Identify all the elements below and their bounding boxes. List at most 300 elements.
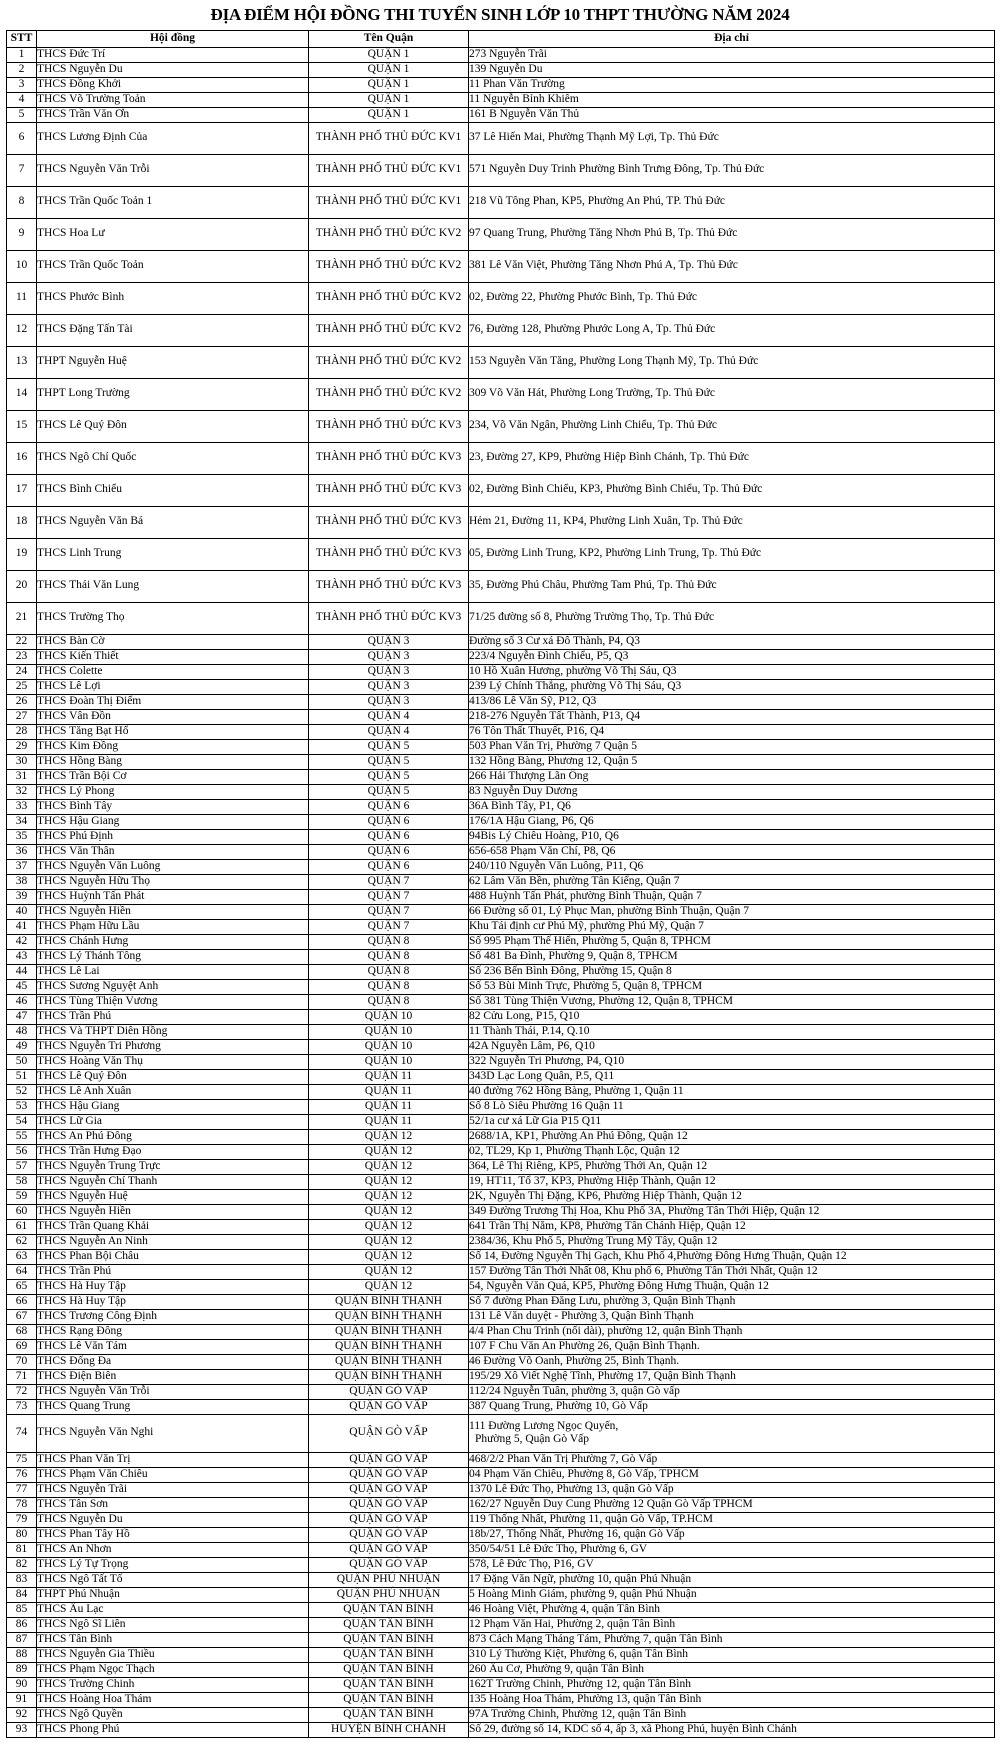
cell-dia-chi: 83 Nguyễn Duy Dương [469,784,995,799]
cell-hoi-dong: THCS Kiến Thiết [37,649,309,664]
table-row [7,799,995,814]
table-row [7,904,995,919]
cell-stt: 3 [7,77,37,92]
cell-ten-quan: QUẬN TÂN BÌNH [309,1602,469,1617]
table-row [7,1309,995,1324]
cell-hoi-dong: THCS Nguyễn Văn Trỗi [37,154,309,186]
table-row [7,1219,995,1234]
table-row [7,1024,995,1039]
cell-dia-chi: 10 Hồ Xuân Hương, phường Võ Thị Sáu, Q3 [469,664,995,679]
cell-ten-quan: QUẬN 12 [309,1159,469,1174]
table-row [7,754,995,769]
table-row [7,1204,995,1219]
cell-hoi-dong: THCS Trần Bội Cơ [37,769,309,784]
cell-hoi-dong: THCS Lương Định Của [37,122,309,154]
table-row [7,709,995,724]
cell-ten-quan: QUẬN GÒ VẤP [309,1557,469,1572]
cell-dia-chi: 162/27 Nguyễn Duy Cung Phường 12 Quận Gò Vấp TPHCM [469,1497,995,1512]
cell-hoi-dong: THCS An Phú Đông [37,1129,309,1144]
cell-dia-chi: Số 481 Ba Đình, Phường 9, Quận 8, TPHCM [469,949,995,964]
cell-dia-chi: 107 F Chu Văn An Phường 26, Quận Bình Thạnh. [469,1339,995,1354]
cell-dia-chi: 18b/27, Thống Nhất, Phường 16, quận Gò Vấp [469,1527,995,1542]
cell-stt: 66 [7,1294,37,1309]
cell-dia-chi: 76 Tôn Thất Thuyết, P16, Q4 [469,724,995,739]
cell-ten-quan: QUẬN 10 [309,1009,469,1024]
cell-stt: 19 [7,538,37,570]
cell-ten-quan: QUẬN 6 [309,859,469,874]
cell-stt: 48 [7,1024,37,1039]
cell-ten-quan: QUẬN 12 [309,1129,469,1144]
cell-hoi-dong: THCS Võ Trường Toản [37,92,309,107]
cell-stt: 40 [7,904,37,919]
cell-dia-chi: 19, HT11, Tổ 37, KP3, Phường Hiệp Thành, Quận 12 [469,1174,995,1189]
cell-dia-chi: 153 Nguyễn Văn Tăng, Phường Long Thạnh Mỹ, Tp. Thủ Đức [469,346,995,378]
cell-stt: 71 [7,1369,37,1384]
cell-stt: 29 [7,739,37,754]
cell-ten-quan: THÀNH PHỐ THỦ ĐỨC KV3 [309,570,469,602]
table-row [7,649,995,664]
cell-dia-chi: 36A Bình Tây, P1, Q6 [469,799,995,814]
cell-stt: 89 [7,1662,37,1677]
cell-dia-chi: 873 Cách Mạng Tháng Tám, Phường 7, quận Tân Bình [469,1632,995,1647]
cell-hoi-dong: THCS Đức Trí [37,47,309,62]
cell-hoi-dong: THCS Nguyễn Tri Phương [37,1039,309,1054]
cell-hoi-dong: THCS Vân Đồn [37,709,309,724]
cell-stt: 18 [7,506,37,538]
cell-ten-quan: QUẬN GÒ VẤP [309,1482,469,1497]
cell-dia-chi: 23, Đường 27, KP9, Phường Hiệp Bình Chánh, Tp. Thủ Đức [469,442,995,474]
cell-dia-chi: 62 Lâm Văn Bền, phường Tân Kiểng, Quận 7 [469,874,995,889]
cell-hoi-dong: THCS Nguyễn Huệ [37,1189,309,1204]
cell-stt: 79 [7,1512,37,1527]
cell-stt: 81 [7,1542,37,1557]
table-row [7,964,995,979]
cell-dia-chi: 413/86 Lê Văn Sỹ, P12, Q3 [469,694,995,709]
cell-dia-chi: 387 Quang Trung, Phường 10, Gò Vấp [469,1399,995,1414]
cell-dia-chi: 71/25 đường số 8, Phường Trường Thọ, Tp. Thủ Đức [469,602,995,634]
cell-stt: 41 [7,919,37,934]
cell-ten-quan: QUẬN 10 [309,1039,469,1054]
cell-ten-quan: QUẬN 4 [309,709,469,724]
cell-ten-quan: QUẬN TÂN BÌNH [309,1692,469,1707]
cell-stt: 47 [7,1009,37,1024]
cell-stt: 6 [7,122,37,154]
cell-dia-chi-line: Phường 5, Quận Gò Vấp [475,1433,590,1446]
cell-stt: 32 [7,784,37,799]
cell-hoi-dong: THCS Lý Phong [37,784,309,799]
cell-stt: 78 [7,1497,37,1512]
table-row [7,1339,995,1354]
cell-ten-quan: QUẬN GÒ VẤP [309,1414,469,1452]
cell-hoi-dong: THPT Phú Nhuận [37,1587,309,1602]
cell-ten-quan: QUẬN TÂN BÌNH [309,1647,469,1662]
cell-ten-quan: THÀNH PHỐ THỦ ĐỨC KV3 [309,602,469,634]
cell-dia-chi: 195/29 Xô Viết Nghệ Tĩnh, Phường 17, Quận Bình Thạnh [469,1369,995,1384]
cell-ten-quan: THÀNH PHỐ THỦ ĐỨC KV2 [309,218,469,250]
cell-dia-chi: 234, Võ Văn Ngân, Phường Linh Chiểu, Tp. Thủ Đức [469,410,995,442]
cell-hoi-dong: THCS Hà Huy Tập [37,1279,309,1294]
cell-hoi-dong: THCS Trần Quốc Toản 1 [37,186,309,218]
cell-ten-quan: QUẬN TÂN BÌNH [309,1677,469,1692]
table-row [7,474,995,506]
cell-dia-chi: 02, TL29, Kp 1, Phường Thạnh Lộc, Quận 12 [469,1144,995,1159]
cell-hoi-dong: THCS Linh Trung [37,538,309,570]
cell-ten-quan: THÀNH PHỐ THỦ ĐỨC KV2 [309,250,469,282]
cell-ten-quan: QUẬN 12 [309,1189,469,1204]
cell-hoi-dong: THCS Rạng Đông [37,1324,309,1339]
cell-ten-quan: QUẬN TÂN BÌNH [309,1617,469,1632]
cell-stt: 68 [7,1324,37,1339]
cell-stt: 17 [7,474,37,506]
table-row [7,1384,995,1399]
cell-dia-chi: 641 Trần Thị Năm, KP8, Phường Tân Chánh Hiệp, Quận 12 [469,1219,995,1234]
cell-dia-chi: 468/2/2 Phan Văn Trị Phường 7, Gò Vấp [469,1452,995,1467]
cell-stt: 22 [7,634,37,649]
column-header-hoi-dong: Hội đồng [37,30,309,47]
cell-stt: 45 [7,979,37,994]
cell-ten-quan: QUẬN 1 [309,47,469,62]
cell-stt: 8 [7,186,37,218]
table-row [7,1279,995,1294]
cell-hoi-dong: THCS Quang Trung [37,1399,309,1414]
cell-stt: 82 [7,1557,37,1572]
cell-hoi-dong: THCS Nguyễn Chí Thanh [37,1174,309,1189]
cell-hoi-dong: THCS Âu Lạc [37,1602,309,1617]
cell-ten-quan: QUẬN 3 [309,649,469,664]
cell-dia-chi: 94Bis Lý Chiêu Hoàng, P10, Q6 [469,829,995,844]
cell-dia-chi: 02, Đường Bình Chiểu, KP3, Phường Bình Chiểu, Tp. Thủ Đức [469,474,995,506]
cell-ten-quan: QUẬN 8 [309,979,469,994]
cell-ten-quan: QUẬN GÒ VẤP [309,1542,469,1557]
cell-hoi-dong: THCS Nguyễn Trung Trực [37,1159,309,1174]
cell-ten-quan: QUẬN 12 [309,1264,469,1279]
cell-stt: 46 [7,994,37,1009]
cell-dia-chi: 223/4 Nguyễn Đình Chiểu, P5, Q3 [469,649,995,664]
cell-ten-quan: QUẬN 6 [309,829,469,844]
cell-dia-chi: 17 Đặng Văn Ngữ, phường 10, quận Phú Nhuận [469,1572,995,1587]
cell-hoi-dong: THCS Phan Văn Trị [37,1452,309,1467]
cell-dia-chi: Số 236 Bến Bình Đông, Phường 15, Quận 8 [469,964,995,979]
cell-ten-quan: QUẬN PHÚ NHUẬN [309,1572,469,1587]
cell-hoi-dong: THCS Nguyễn Du [37,1512,309,1527]
cell-dia-chi: 139 Nguyễn Du [469,62,995,77]
cell-dia-chi: 05, Đường Linh Trung, KP2, Phường Linh Trung, Tp. Thủ Đức [469,538,995,570]
cell-dia-chi: 11 Thành Thái, P.14, Q.10 [469,1024,995,1039]
cell-ten-quan: QUẬN 7 [309,889,469,904]
cell-ten-quan: QUẬN BÌNH THẠNH [309,1339,469,1354]
cell-dia-chi: 82 Cửu Long, P15, Q10 [469,1009,995,1024]
cell-stt: 21 [7,602,37,634]
cell-ten-quan: QUẬN 8 [309,934,469,949]
cell-stt: 56 [7,1144,37,1159]
cell-hoi-dong: THCS Ngô Quyền [37,1707,309,1722]
table-row [7,1399,995,1414]
cell-hoi-dong: THCS Trần Hưng Đạo [37,1144,309,1159]
table-row [7,1114,995,1129]
cell-dia-chi: 02, Đường 22, Phường Phước Bình, Tp. Thủ Đức [469,282,995,314]
table-row [7,1159,995,1174]
table-row [7,694,995,709]
cell-stt: 64 [7,1264,37,1279]
cell-stt: 36 [7,844,37,859]
table-row [7,1662,995,1677]
cell-stt: 65 [7,1279,37,1294]
cell-ten-quan: QUẬN 1 [309,92,469,107]
cell-hoi-dong: THCS Lê Quý Đôn [37,1069,309,1084]
cell-stt: 25 [7,679,37,694]
cell-hoi-dong: THCS Phạm Văn Chiêu [37,1467,309,1482]
table-row [7,1587,995,1602]
cell-dia-chi: Số 29, đường số 14, KDC số 4, ấp 3, xã Phong Phú, huyện Bình Chánh [469,1722,995,1737]
table-row [7,1692,995,1707]
cell-ten-quan: QUẬN GÒ VẤP [309,1452,469,1467]
cell-dia-chi: 46 Hoàng Việt, Phường 4, quận Tân Bình [469,1602,995,1617]
table-row [7,346,995,378]
cell-dia-chi: Số 995 Phạm Thế Hiển, Phường 5, Quận 8, TPHCM [469,934,995,949]
cell-stt: 5 [7,107,37,122]
cell-stt: 55 [7,1129,37,1144]
table-row [7,1527,995,1542]
cell-ten-quan: QUẬN 6 [309,799,469,814]
cell-dia-chi: 488 Huỳnh Tấn Phát, phường Bình Thuận, Quận 7 [469,889,995,904]
cell-dia-chi: 240/110 Nguyễn Văn Luông, P11, Q6 [469,859,995,874]
cell-dia-chi: 273 Nguyễn Trãi [469,47,995,62]
table-row [7,814,995,829]
cell-dia-chi: Số 14, Đường Nguyễn Thị Gạch, Khu Phố 4,Phường Đông Hưng Thuận, Quận 12 [469,1249,995,1264]
column-header-ten-quan: Tên Quận [309,30,469,47]
cell-ten-quan: QUẬN 5 [309,784,469,799]
cell-stt: 91 [7,1692,37,1707]
cell-stt: 69 [7,1339,37,1354]
cell-dia-chi: 66 Đường số 01, Lý Phục Man, phường Bình Thuận, Quận 7 [469,904,995,919]
cell-hoi-dong: THCS Nguyễn Gia Thiều [37,1647,309,1662]
cell-ten-quan: QUẬN GÒ VẤP [309,1512,469,1527]
cell-hoi-dong: THCS Phạm Hữu Lầu [37,919,309,934]
cell-stt: 73 [7,1399,37,1414]
cell-dia-chi: 218-276 Nguyễn Tất Thành, P13, Q4 [469,709,995,724]
cell-dia-chi: 349 Đường Trương Thị Hoa, Khu Phố 3A, Phường Tân Thới Hiệp, Quận 12 [469,1204,995,1219]
table-row [7,314,995,346]
cell-ten-quan: QUẬN 12 [309,1174,469,1189]
table-row [7,1572,995,1587]
cell-dia-chi: 364, Lê Thị Riêng, KP5, Phường Thới An, Quận 12 [469,1159,995,1174]
cell-dia-chi: 571 Nguyễn Duy Trinh Phường Bình Trưng Đông, Tp. Thủ Đức [469,154,995,186]
cell-hoi-dong: THCS An Nhơn [37,1542,309,1557]
cell-stt: 37 [7,859,37,874]
cell-ten-quan: QUẬN GÒ VẤP [309,1527,469,1542]
cell-dia-chi: Đường số 3 Cư xá Đô Thành, P4, Q3 [469,634,995,649]
cell-stt: 75 [7,1452,37,1467]
cell-ten-quan: QUẬN 1 [309,107,469,122]
cell-dia-chi: 260 Âu Cơ, Phường 9, quận Tân Bình [469,1662,995,1677]
cell-stt: 59 [7,1189,37,1204]
cell-stt: 30 [7,754,37,769]
cell-ten-quan: QUẬN PHÚ NHUẬN [309,1587,469,1602]
cell-dia-chi: 239 Lý Chính Thắng, phường Võ Thị Sáu, Q3 [469,679,995,694]
table-row [7,47,995,62]
table-row [7,979,995,994]
cell-stt: 49 [7,1039,37,1054]
cell-stt: 16 [7,442,37,474]
table-row [7,1294,995,1309]
cell-hoi-dong: THCS Colette [37,664,309,679]
cell-ten-quan: QUẬN TÂN BÌNH [309,1707,469,1722]
table-row [7,1144,995,1159]
cell-ten-quan: QUẬN 8 [309,994,469,1009]
cell-dia-chi: 2K, Nguyễn Thị Đặng, KP6, Phường Hiệp Thành, Quận 12 [469,1189,995,1204]
cell-stt: 85 [7,1602,37,1617]
table-row [7,1542,995,1557]
cell-hoi-dong: THCS Lê Lợi [37,679,309,694]
table-row [7,949,995,964]
table-row [7,844,995,859]
table-row [7,1174,995,1189]
cell-hoi-dong: THCS Chánh Hưng [37,934,309,949]
table-row [7,570,995,602]
cell-hoi-dong: THCS Hà Huy Tập [37,1294,309,1309]
table-row [7,1324,995,1339]
table-row [7,62,995,77]
cell-hoi-dong: THCS Hậu Giang [37,814,309,829]
cell-ten-quan: QUẬN BÌNH THẠNH [309,1324,469,1339]
cell-stt: 50 [7,1054,37,1069]
cell-dia-chi: 119 Thống Nhất, Phường 11, quận Gò Vấp, TP.HCM [469,1512,995,1527]
cell-stt: 34 [7,814,37,829]
cell-ten-quan: QUẬN 3 [309,664,469,679]
cell-hoi-dong: THCS Sương Nguyệt Anh [37,979,309,994]
cell-dia-chi: 310 Lý Thường Kiệt, Phường 6, quận Tân Bình [469,1647,995,1662]
table-body [7,47,995,1737]
cell-hoi-dong: THCS Phong Phú [37,1722,309,1737]
cell-dia-chi: 381 Lê Văn Việt, Phường Tăng Nhơn Phú A, Tp. Thủ Đức [469,250,995,282]
cell-stt: 14 [7,378,37,410]
table-row [7,410,995,442]
cell-hoi-dong: THCS Lý Tự Trọng [37,1557,309,1572]
cell-stt: 43 [7,949,37,964]
cell-ten-quan: QUẬN 11 [309,1114,469,1129]
table-row [7,154,995,186]
cell-ten-quan: THÀNH PHỐ THỦ ĐỨC KV3 [309,538,469,570]
cell-dia-chi: 112/24 Nguyễn Tuân, phường 3, quận Gò vấp [469,1384,995,1399]
table-row [7,602,995,634]
cell-stt: 13 [7,346,37,378]
cell-hoi-dong: THCS Hoàng Hoa Thám [37,1692,309,1707]
cell-hoi-dong: THCS Trương Công Định [37,1309,309,1324]
cell-stt: 23 [7,649,37,664]
cell-hoi-dong: THCS Hậu Giang [37,1099,309,1114]
cell-hoi-dong: THCS Hồng Bàng [37,754,309,769]
cell-hoi-dong: THCS Thái Văn Lung [37,570,309,602]
table-row [7,506,995,538]
table-row [7,664,995,679]
cell-hoi-dong: THCS Đoàn Thị Điểm [37,694,309,709]
table-row [7,919,995,934]
cell-dia-chi: Hẻm 21, Đường 11, KP4, Phường Linh Xuân, Tp. Thủ Đức [469,506,995,538]
cell-ten-quan: THÀNH PHỐ THỦ ĐỨC KV3 [309,442,469,474]
cell-hoi-dong: THCS Huỳnh Tấn Phát [37,889,309,904]
table-row [7,1039,995,1054]
table-row [7,1617,995,1632]
table-row [7,1054,995,1069]
cell-stt: 35 [7,829,37,844]
cell-ten-quan: THÀNH PHỐ THỦ ĐỨC KV2 [309,282,469,314]
cell-dia-chi: 35, Đường Phú Châu, Phường Tam Phú, Tp. Thủ Đức [469,570,995,602]
cell-ten-quan: QUẬN 12 [309,1219,469,1234]
column-header-dia-chi: Địa chỉ [469,30,995,47]
table-row [7,679,995,694]
cell-hoi-dong: THCS Văn Thân [37,844,309,859]
cell-dia-chi: 176/1A Hậu Giang, P6, Q6 [469,814,995,829]
cell-hoi-dong: THCS Tân Sơn [37,1497,309,1512]
cell-dia-chi: 11 Phan Văn Trường [469,77,995,92]
cell-dia-chi: Số 381 Tùng Thiện Vương, Phường 12, Quận 8, TPHCM [469,994,995,1009]
cell-stt: 57 [7,1159,37,1174]
cell-hoi-dong: THCS Bàn Cờ [37,634,309,649]
cell-ten-quan: QUẬN 1 [309,77,469,92]
cell-dia-chi-line: 111 Đường Lương Ngọc Quyến, [469,1419,619,1432]
cell-dia-chi: 218 Vũ Tông Phan, KP5, Phường An Phú, TP. Thủ Đức [469,186,995,218]
cell-stt: 84 [7,1587,37,1602]
cell-ten-quan: QUẬN 10 [309,1024,469,1039]
cell-ten-quan: QUẬN 1 [309,62,469,77]
table-row [7,739,995,754]
cell-stt: 31 [7,769,37,784]
cell-dia-chi: 04 Phạm Văn Chiêu, Phường 8, Gò Vấp, TPHCM [469,1467,995,1482]
cell-ten-quan: QUẬN 12 [309,1204,469,1219]
cell-hoi-dong: THCS Phạm Ngọc Thạch [37,1662,309,1677]
cell-ten-quan: QUẬN 12 [309,1144,469,1159]
cell-ten-quan: QUẬN TÂN BÌNH [309,1632,469,1647]
cell-hoi-dong: THCS Đồng Khởi [37,77,309,92]
cell-hoi-dong: THCS Kim Đồng [37,739,309,754]
cell-stt: 70 [7,1354,37,1369]
cell-dia-chi: 42A Nguyễn Lâm, P6, Q10 [469,1039,995,1054]
cell-stt: 86 [7,1617,37,1632]
cell-hoi-dong: THCS Đống Đa [37,1354,309,1369]
table-row [7,378,995,410]
table-row [7,1084,995,1099]
column-header-stt: STT [7,30,37,47]
cell-ten-quan: QUẬN GÒ VẤP [309,1399,469,1414]
table-row [7,1512,995,1527]
cell-ten-quan: QUẬN 12 [309,1234,469,1249]
cell-ten-quan: QUẬN GÒ VẤP [309,1467,469,1482]
table-row [7,1414,995,1452]
cell-ten-quan: HUYỆN BÌNH CHÁNH [309,1722,469,1737]
cell-hoi-dong: THCS Phước Bình [37,282,309,314]
cell-dia-chi: 52/1a cư xá Lữ Gia P15 Q11 [469,1114,995,1129]
cell-ten-quan: QUẬN 7 [309,919,469,934]
cell-ten-quan: QUẬN 3 [309,679,469,694]
cell-stt: 7 [7,154,37,186]
cell-ten-quan: QUẬN 11 [309,1069,469,1084]
cell-hoi-dong: THCS Lữ Gia [37,1114,309,1129]
cell-stt: 74 [7,1414,37,1452]
table-row [7,250,995,282]
cell-stt: 42 [7,934,37,949]
cell-stt: 39 [7,889,37,904]
cell-stt: 44 [7,964,37,979]
cell-hoi-dong: THCS Nguyễn Hiền [37,1204,309,1219]
cell-hoi-dong: THCS Phan Bội Châu [37,1249,309,1264]
table-row [7,1009,995,1024]
cell-ten-quan: QUẬN 3 [309,634,469,649]
table-row [7,107,995,122]
cell-stt: 11 [7,282,37,314]
cell-stt: 67 [7,1309,37,1324]
cell-stt: 93 [7,1722,37,1737]
cell-hoi-dong: THPT Nguyễn Huệ [37,346,309,378]
